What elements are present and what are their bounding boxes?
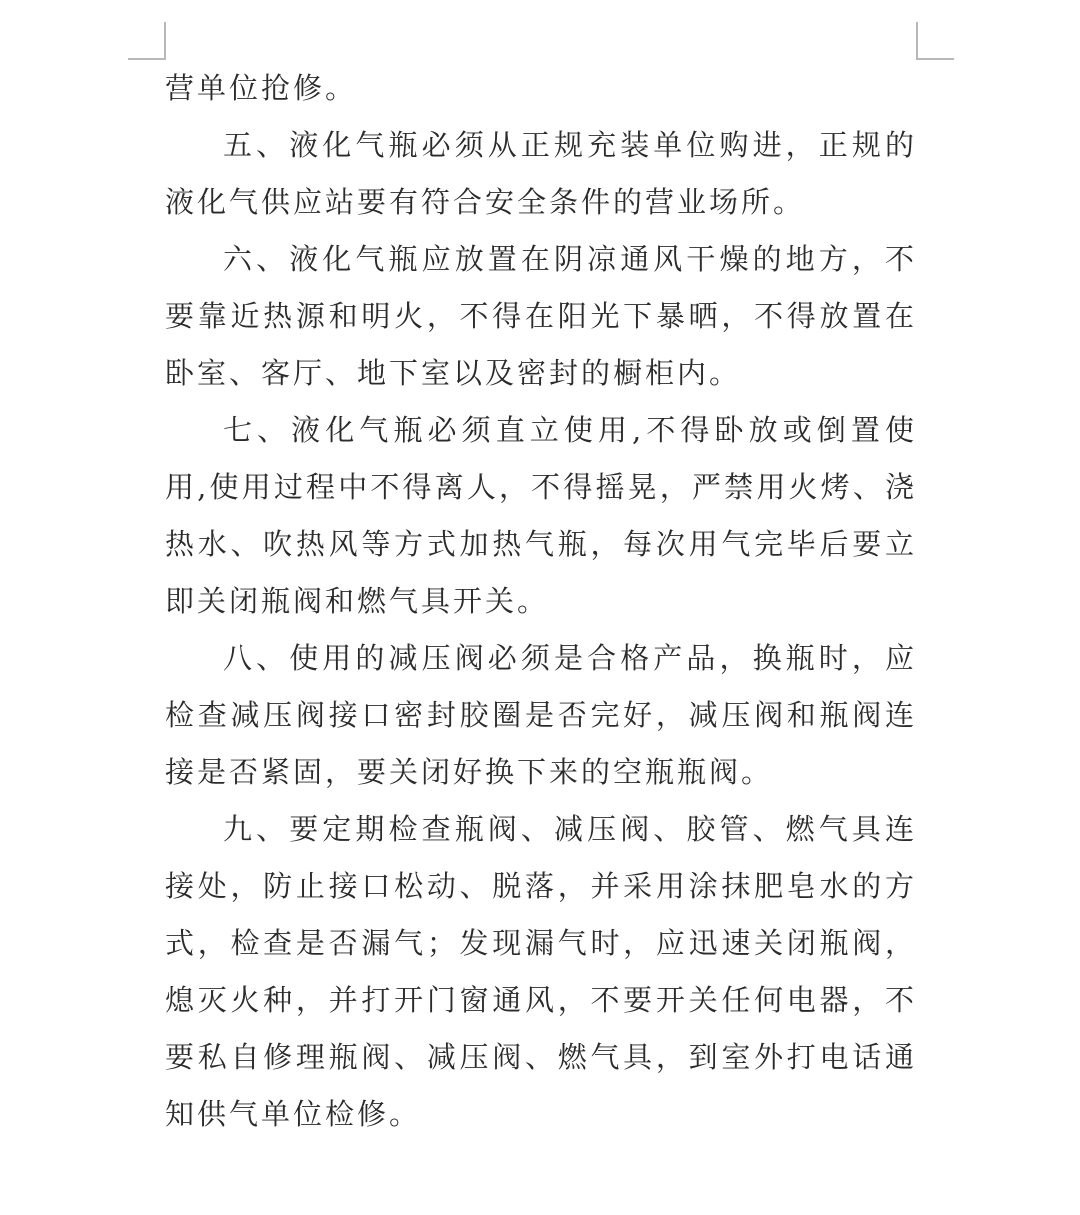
paragraph-item-5: 五、液化气瓶必须从正规充装单位购进，正规的液化气供应站要有符合安全条件的营业场所。 [165, 128, 917, 219]
page-corner-mark-top-right [916, 22, 954, 60]
paragraph-item-7: 七、液化气瓶必须直立使用,不得卧放或倒置使用,使用过程中不得离人，不得摇晃，严禁用火烤、浇热水、吹热风等方式加热气瓶，每次用气完毕后要立即关闭瓶阀和燃气具开关。 [165, 413, 917, 618]
document-body [165, 60, 917, 1143]
paragraph-item-6: 六、液化气瓶应放置在阴凉通风干燥的地方，不要靠近热源和明火，不得在阳光下暴晒，不得放置在卧室、客厅、地下室以及密封的橱柜内。 [165, 242, 917, 390]
paragraph-continuation: 营单位抢修。 [165, 71, 358, 105]
paragraph-item-8: 八、使用的减压阀必须是合格产品，换瓶时，应检查减压阀接口密封胶圈是否完好，减压阀和瓶阀连接是否紧固，要关闭好换下来的空瓶瓶阀。 [165, 641, 917, 789]
page-corner-mark-top-left [128, 22, 166, 60]
paragraph-item-9: 九、要定期检查瓶阀、减压阀、胶管、燃气具连接处，防止接口松动、脱落，并采用涂抹肥皂水的方式，检查是否漏气；发现漏气时，应迅速关闭瓶阀，熄灭火种，并打开门窗通风，不要开关任何电器，不要私自修理瓶阀、减压阀、燃气具，到室外打电话通知供气单位检修。 [165, 812, 917, 1131]
